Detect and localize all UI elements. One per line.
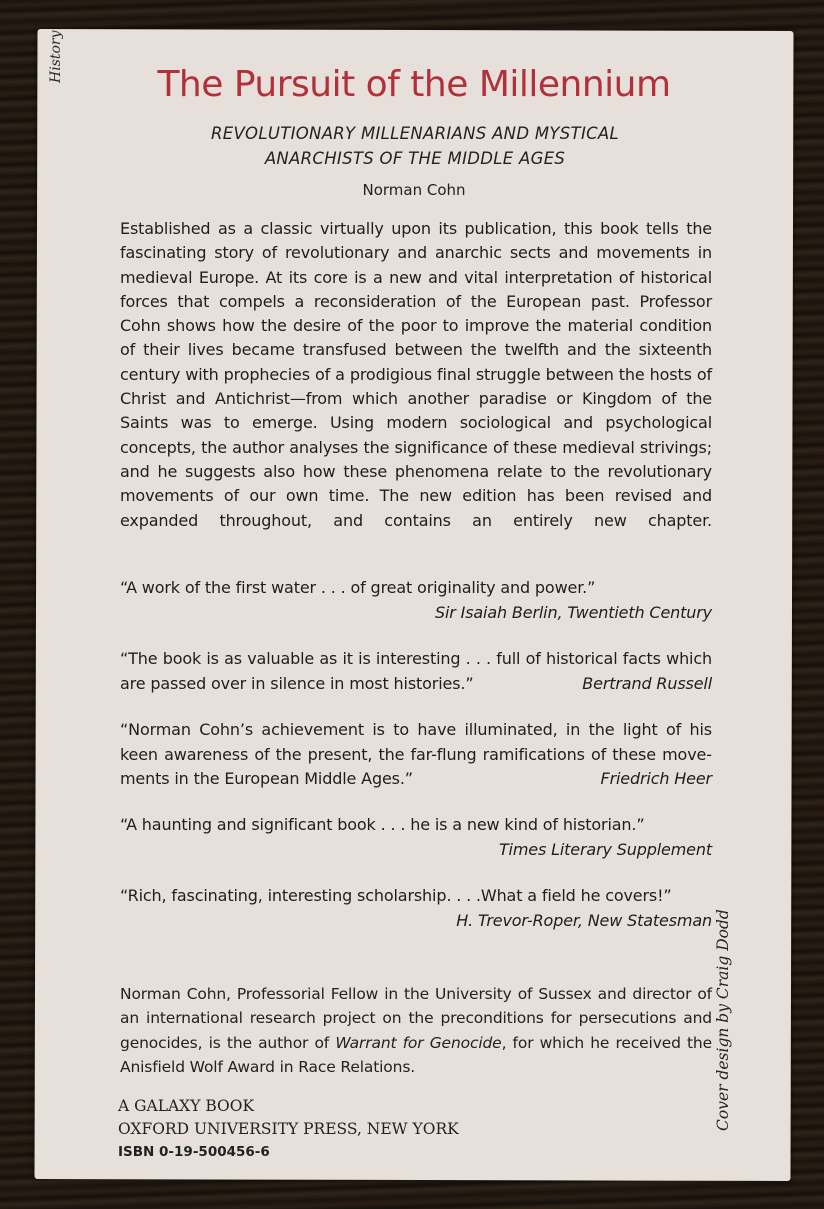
review-quote bbox=[120, 718, 712, 792]
quote-text: “Norman Cohn’s achievement is to have illuminated, in the light of his keen awareness of the present, the far-flung ramifications of these movements in the European Middle Ages.” bbox=[120, 720, 712, 788]
publisher: OXFORD UNIVERSITY PRESS, NEW YORK bbox=[118, 1120, 459, 1138]
quote-text: “Rich, fascinating, interesting scholarship. . . .What a field he covers!” bbox=[120, 886, 672, 905]
bio-text-2: , for which he received the Anisfield Wolf Award in Race Relations. bbox=[120, 1033, 712, 1076]
bio-text-1: Norman Cohn, Professorial Fellow in the University of Sussex and director of an international research project on the preconditions for persecutions and genocides, is the author of bbox=[120, 985, 712, 1052]
publisher-block bbox=[118, 1095, 459, 1164]
quote-source: Bertrand Russell bbox=[582, 673, 712, 693]
category-label: History bbox=[48, 30, 64, 83]
quote-source: Sir Isaiah Berlin, Twentieth Century bbox=[434, 602, 712, 622]
book-title: The Pursuit of the Millennium bbox=[157, 64, 671, 105]
isbn: ISBN 0-19-500456-6 bbox=[118, 1144, 270, 1160]
review-quote bbox=[120, 576, 712, 625]
quote-source: Friedrich Heer bbox=[600, 769, 712, 788]
quote-source: H. Trevor-Roper, New Statesman bbox=[456, 910, 712, 930]
quote-text: “A work of the first water . . . of great originality and power.” bbox=[120, 578, 596, 597]
review-quote bbox=[120, 813, 712, 862]
subtitle-line-2: ANARCHISTS OF THE MIDDLE AGES bbox=[264, 149, 566, 168]
author-name: Norman Cohn bbox=[362, 181, 466, 199]
book-subtitle bbox=[150, 121, 680, 171]
quote-body: “The book is as valuable as it is interesting . . . full of historical facts which are passed over in silence in most histories.” bbox=[120, 649, 712, 693]
book-description: Established as a classic virtually upon its publication, this book tells the fascinating story of revolutionary and anarchic sects and movements in medieval Europe. At its core is a new and vital interpretation of historical forces that compels a reconsideration of the European past. Professor Cohn shows how the desire of the poor to improve the material condition of their lives became transfused between the twelfth and the sixteenth century with prophecies of a prodigious final struggle between the hosts of Christ and Antichrist—from which another paradise or Kingdom of the Saints was to emerge. Using modern sociological and psychological concepts, the author analyses the significance of these medieval strivings; and he suggests also how these phenomena relate to the revolutionary movements of our own time. The new edition has been revised and expanded throughout, and contains an entirely new chapter. bbox=[120, 219, 712, 530]
quote-text: “A haunting and significant book . . . he is a new kind of historian.” bbox=[120, 815, 645, 834]
subtitle-line-1: REVOLUTIONARY MILLENARIANS AND MYSTICAL bbox=[210, 124, 620, 143]
review-quote bbox=[120, 884, 712, 933]
quote-source: Times Literary Supplement bbox=[498, 839, 712, 859]
cover-design-credit: Cover design by Craig Dodd bbox=[714, 909, 732, 1131]
author-bio bbox=[120, 982, 712, 1079]
review-quote bbox=[120, 647, 712, 696]
imprint: A GALAXY BOOK bbox=[118, 1097, 255, 1115]
bio-book-title: Warrant for Genocide bbox=[335, 1033, 502, 1052]
